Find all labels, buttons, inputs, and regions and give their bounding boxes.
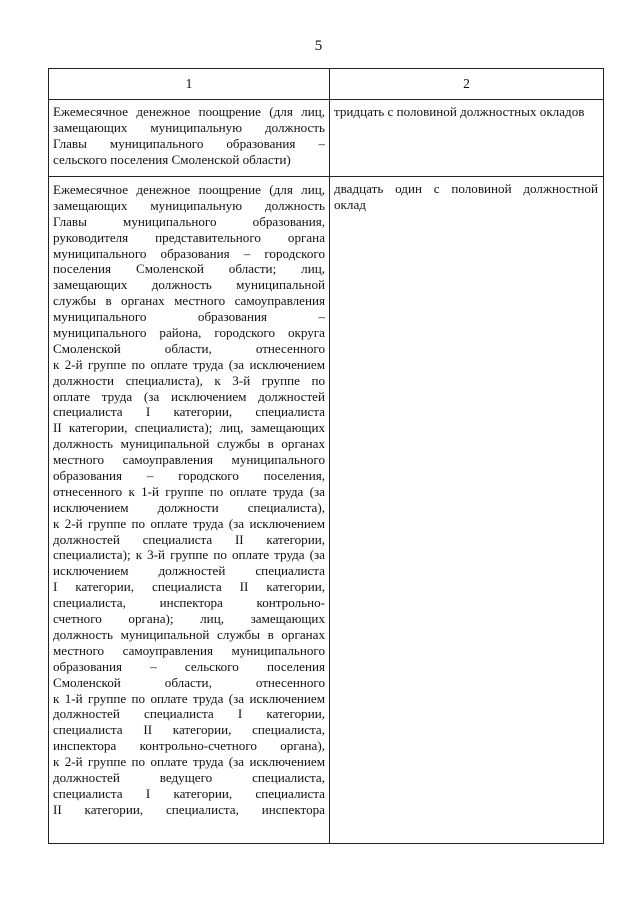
text-line: исключением должностей специалиста xyxy=(53,563,325,579)
compensation-table xyxy=(48,68,604,844)
text-line: Главы муниципального образования – xyxy=(53,135,325,151)
row-1-description-cell xyxy=(49,100,330,177)
text-line: Главы муниципального образования, xyxy=(53,213,325,229)
text-line: должности специалиста), к 3-й группе по xyxy=(53,372,325,388)
text-line: к 2-й группе по оплате труда (за исключением xyxy=(53,515,325,531)
text-line: специалиста II категории, специалиста, xyxy=(53,722,325,738)
text-line: специалиста); к 3-й группе по оплате труда (за xyxy=(53,547,325,563)
text-line: замещающих муниципальную должность xyxy=(53,119,325,135)
column-header-1: 1 xyxy=(49,69,330,100)
text-line: руководителя представительного органа xyxy=(53,229,325,245)
text-line: специалиста, инспектора контрольно- xyxy=(53,595,325,611)
text-line: местного самоуправления муниципального xyxy=(53,452,325,468)
column-header-2: 2 xyxy=(330,69,604,100)
text-line: должность муниципальной службы в органах xyxy=(53,436,325,452)
text-line: местного самоуправления муниципального xyxy=(53,642,325,658)
text-line: Смоленской области, отнесенного xyxy=(53,674,325,690)
text-line: исключением должности специалиста), xyxy=(53,499,325,515)
table-row xyxy=(49,100,604,177)
text-line: Ежемесячное денежное поощрение (для лиц, xyxy=(53,104,325,119)
text-line: двадцать один с половиной должностной xyxy=(334,181,598,196)
text-line: муниципального образования – xyxy=(53,309,325,325)
text-line: должностей специалиста II категории, xyxy=(53,531,325,547)
text-line: образования – городского поселения, xyxy=(53,468,325,484)
text-line: замещающих должность муниципальной xyxy=(53,277,325,293)
text-line: специалиста I категории, специалиста xyxy=(53,404,325,420)
text-line: муниципального района, городского округа xyxy=(53,325,325,341)
table-header-row xyxy=(49,69,604,100)
text-line: муниципального образования – городского xyxy=(53,245,325,261)
text-line: Ежемесячное денежное поощрение (для лиц, xyxy=(53,182,325,197)
row-1-description-text xyxy=(49,100,329,171)
row-1-value-cell xyxy=(330,100,604,177)
text-line: оплате труда (за исключением должностей xyxy=(53,388,325,404)
row-2-value-text xyxy=(330,177,603,216)
row-2-value-cell xyxy=(330,177,604,844)
text-line: II категории, специалиста); лиц, замещающих xyxy=(53,420,325,436)
page-number: 5 xyxy=(314,38,323,54)
text-line: счетного органа); лиц, замещающих xyxy=(53,611,325,627)
text-line: Смоленской области, отнесенного xyxy=(53,340,325,356)
row-2-description-cell xyxy=(49,177,330,844)
text-line: сельского поселения Смоленской области) xyxy=(53,151,291,167)
text-line: службы в органах местного самоуправления xyxy=(53,293,325,309)
text-line: II категории, специалиста, инспектора xyxy=(53,801,325,817)
text-line: к 2-й группе по оплате труда (за исключением xyxy=(53,754,325,770)
row-2-description-text xyxy=(49,177,329,821)
text-line: должностей специалиста I категории, xyxy=(53,706,325,722)
table-row xyxy=(49,177,604,844)
text-line: должность муниципальной службы в органах xyxy=(53,626,325,642)
text-line: I категории, специалиста II категории, xyxy=(53,579,325,595)
text-line: оклад xyxy=(334,196,366,212)
row-1-value-text xyxy=(330,100,603,123)
text-line: замещающих муниципальную должность xyxy=(53,197,325,213)
text-line: образования – сельского поселения xyxy=(53,658,325,674)
text-line: к 2-й группе по оплате труда (за исключением xyxy=(53,356,325,372)
text-line: должностей ведущего специалиста, xyxy=(53,769,325,785)
text-line: к 1-й группе по оплате труда (за исключением xyxy=(53,690,325,706)
text-line: поселения Смоленской области; лиц, xyxy=(53,261,325,277)
text-line: инспектора контрольно-счетного органа), xyxy=(53,738,325,754)
text-line: отнесенного к 1-й группе по оплате труда (за xyxy=(53,483,325,499)
text-line: тридцать с половиной должностных окладов xyxy=(334,104,585,119)
text-line: специалиста I категории, специалиста xyxy=(53,785,325,801)
